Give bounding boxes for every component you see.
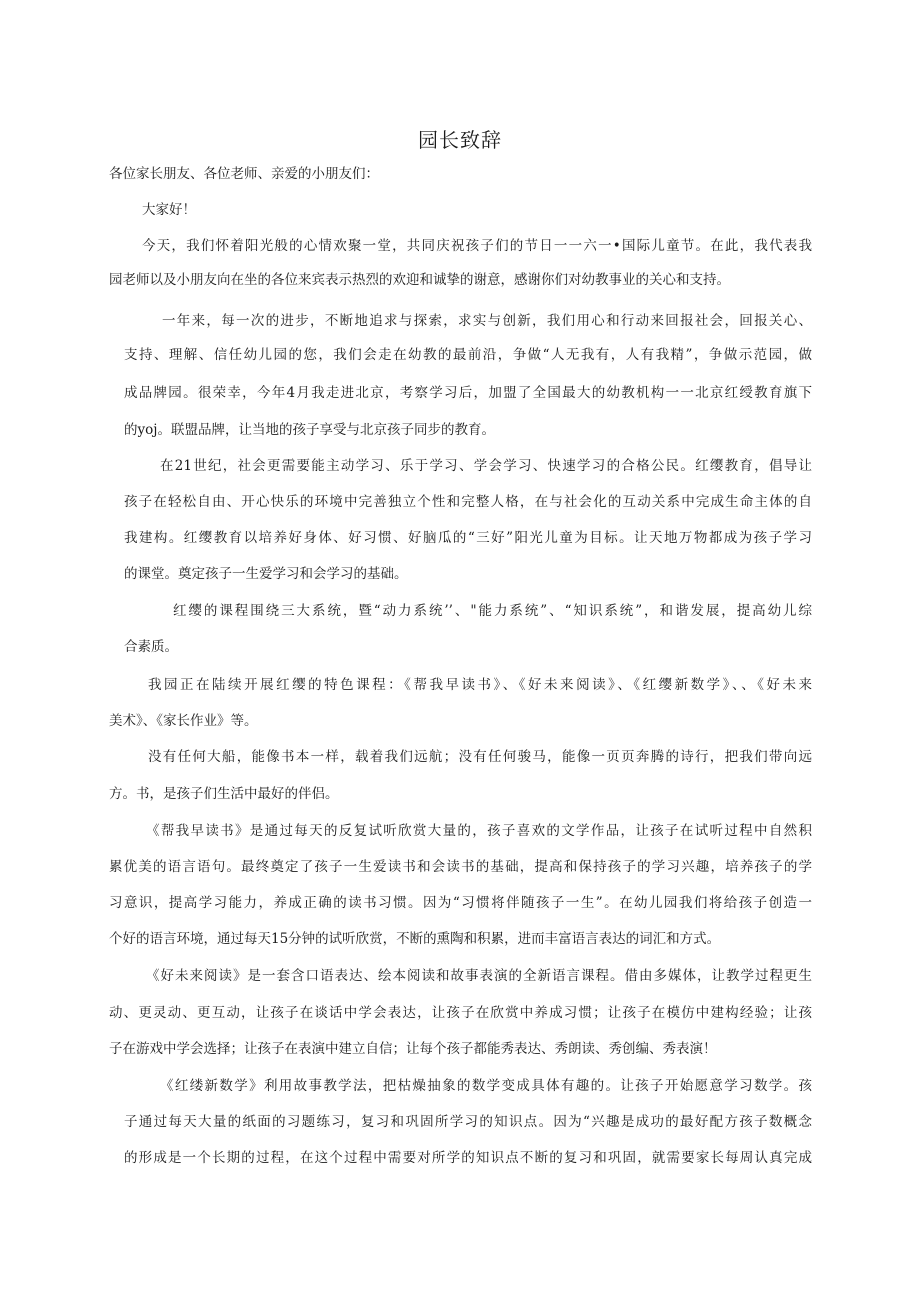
paragraph-line: 我园正在陆续开展红缨的特色课程：《帮我早读书》、《好未来阅读》、《红缨新数学》、、《好未来 — [148, 677, 812, 693]
page-title: 园长致辞 — [418, 128, 502, 152]
paragraph-line: 子通过每天大量的纸面的习题练习，复习和巩固所学习的知识点。因为“兴趣是成功的最好配方孩子数概念 — [124, 1114, 812, 1130]
paragraph-line: 动、更灵动、更互动，让孩子在谈话中学会表达，让孩子在欣赏中养成习惯；让孩子在模仿中建构经验；让孩 — [109, 1005, 812, 1021]
paragraph-line: 成品牌园。很荣幸，今年4月我走进北京，考察学习后，加盟了全国最大的幼教机构一一北京红绶教育旗下 — [124, 385, 812, 401]
paragraph-line: 一年来，每一次的进步，不断地追求与探索，求实与创新，我们用心和行动来回报社会，回报关心、 — [162, 313, 812, 329]
paragraph-line: 园老师以及小朋友向在坐的各位来宾表示热烈的欢迎和诚挚的谢意，感谢你们对幼教事业的关心和支持。 — [109, 272, 730, 288]
paragraph-line: 累优美的语言语句。最终奠定了孩子一生爱读书和会读书的基础，提高和保持孩子的学习兴趣，培养孩子的学 — [109, 859, 812, 875]
paragraph-line: 我建构。红缨教育以培养好身体、好习惯、好脑瓜的“三好”阳光儿童为目标。让天地万物都成为孩子学习 — [124, 530, 812, 546]
paragraph-line: 美术》、《家长作业》等。 — [109, 713, 258, 729]
paragraph-line: 在21世纪，社会更需要能主动学习、乐于学习、学会学习、快速学习的合格公民。红缨教育，倡导让 — [160, 458, 812, 474]
paragraph-line: 个好的语言环境，通过每天15分钟的试听欣赏，不断的熏陶和积累，进而丰富语言表达的词汇和方式。 — [109, 931, 721, 947]
paragraph-line: 习意识，提高学习能力，养成正确的读书习惯。因为“习惯将伴随孩子一生”。在幼儿园我们将给孩子创造一 — [109, 895, 812, 911]
paragraph-line: 的课堂。奠定孩子一生爱学习和会学习的基础。 — [124, 566, 408, 582]
paragraph-line: 《红缕新数学》利用故事教学法，把枯燥抽象的数学变成具体有趣的。让孩子开始愿意学习数学。孩 — [160, 1078, 812, 1094]
paragraph-line: 的yoj。联盟品牌，让当地的孩子享受与北京孩子同步的教育。 — [124, 422, 495, 438]
paragraph-line: 方。书，是孩子们生活中最好的伴侣。 — [109, 786, 339, 802]
paragraph-line: 没有任何大船，能像书本一样，载着我们远航；没有任何骏马，能像一页页奔腾的诗行，把我们带向远 — [148, 749, 812, 765]
paragraph-line: 《帮我早读书》是通过每天的反复试听欣赏大量的，孩子喜欢的文学作品，让孩子在试听过程中自然积 — [146, 823, 812, 839]
paragraph-line: 的形成是一个长期的过程，在这个过程中需要对所学的知识点不断的复习和巩固，就需要家长每周认真完成 — [124, 1150, 812, 1166]
paragraph-line: 合素质。 — [124, 639, 178, 655]
paragraph-line: 今天，我们怀着阳光般的心情欢聚一堂，共同庆祝孩子们的节日一一六一•国际儿童节。在此，我代表我 — [142, 238, 812, 254]
paragraph-line: 子在游戏中学会选择；让孩子在表演中建立自信；让每个孩子都能秀表达、秀朗读、秀创编、秀表演！ — [109, 1041, 717, 1057]
salutation: 各位家长朋友、各位老师、亲爱的小朋友们： — [109, 166, 379, 182]
paragraph-line: 《好未来阅读》是一套含口语表达、绘本阅读和故事表演的全新语言课程。借由多媒体，让教学过程更生 — [146, 968, 812, 984]
greeting: 大家好！ — [142, 202, 196, 218]
paragraph-line: 红缨的课程围绕三大系统，暨“动力系统’’、"能力系统”、“知识系统”，和谐发展，提高幼儿综 — [173, 603, 812, 619]
paragraph-line: 支持、理解、信任幼儿园的您，我们会走在幼教的最前沿，争做“人无我有，人有我精”，争做示范园，做 — [124, 347, 812, 363]
paragraph-line: 孩子在轻松自由、开心快乐的环境中完善独立个性和完整人格，在与社会化的互动关系中完成生命主体的自 — [124, 494, 812, 510]
